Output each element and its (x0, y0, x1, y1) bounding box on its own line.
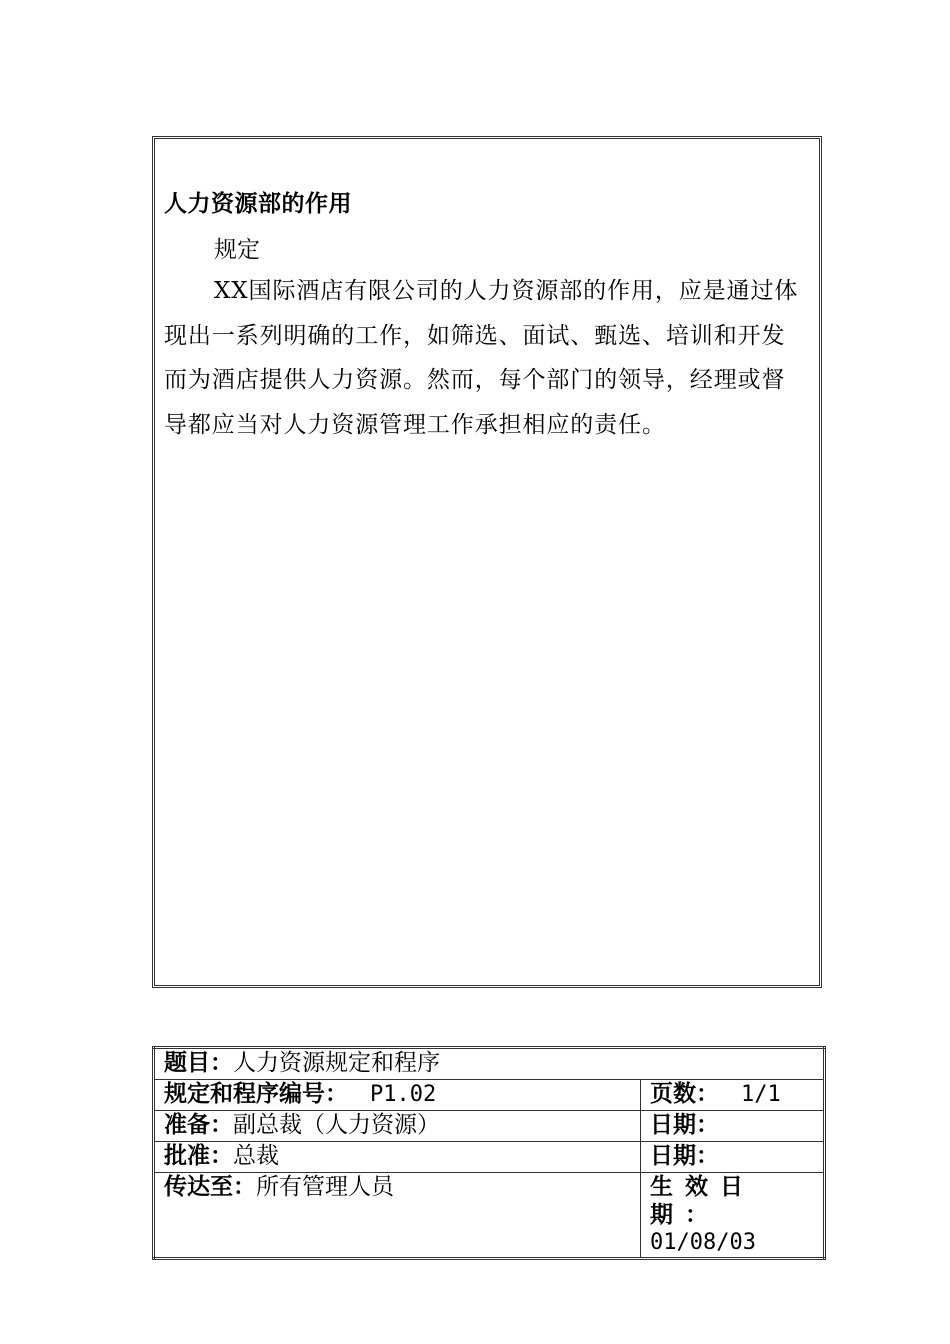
document-info-table (152, 1046, 826, 1260)
approved-row (154, 1142, 825, 1173)
pages-value: 1/1 (741, 1082, 781, 1107)
prepared-date-cell (641, 1111, 825, 1142)
code-row (154, 1080, 825, 1111)
subject-cell (154, 1048, 825, 1080)
approved-date-label: 日期： (650, 1142, 719, 1169)
code-label: 规定和程序编号： (164, 1080, 348, 1107)
content-box (152, 136, 822, 988)
document-title: 人力资源部的作用 (164, 190, 352, 217)
approved-cell (154, 1142, 641, 1173)
subject-value: 人力资源规定和程序 (233, 1050, 440, 1076)
prepared-value: 副总裁（人力资源） (233, 1112, 440, 1138)
approved-value: 总裁 (233, 1143, 279, 1169)
effective-date-value: 01/08/03 (650, 1230, 756, 1255)
code-value: P1.02 (370, 1082, 437, 1107)
effective-date-cell (641, 1173, 825, 1259)
approved-label: 批准： (164, 1142, 233, 1169)
effective-date-label: 生效日期： (650, 1173, 755, 1228)
distribution-label: 传达至： (164, 1173, 256, 1200)
body-paragraph: XX国际酒店有限公司的人力资源部的作用，应是通过体现出一系列明确的工作，如筛选、面试、甄选、培训和开发而为酒店提供人力资源。然而，每个部门的领导，经理或督导都应当对人力资源管理工作承担相应的责任。 (164, 278, 799, 438)
subject-label: 题目： (164, 1049, 233, 1076)
approved-date-cell (641, 1142, 825, 1173)
code-cell (154, 1080, 641, 1111)
distribution-value: 所有管理人员 (256, 1174, 394, 1200)
distribution-row (154, 1173, 825, 1259)
prepared-cell (154, 1111, 641, 1142)
section-label: 规定 (214, 237, 260, 263)
pages-label: 页数： (650, 1080, 719, 1107)
prepared-label: 准备： (164, 1111, 233, 1138)
subject-row (154, 1048, 825, 1080)
prepared-date-label: 日期： (650, 1111, 719, 1138)
pages-cell (641, 1080, 825, 1111)
prepared-row (154, 1111, 825, 1142)
distribution-cell (154, 1173, 641, 1259)
